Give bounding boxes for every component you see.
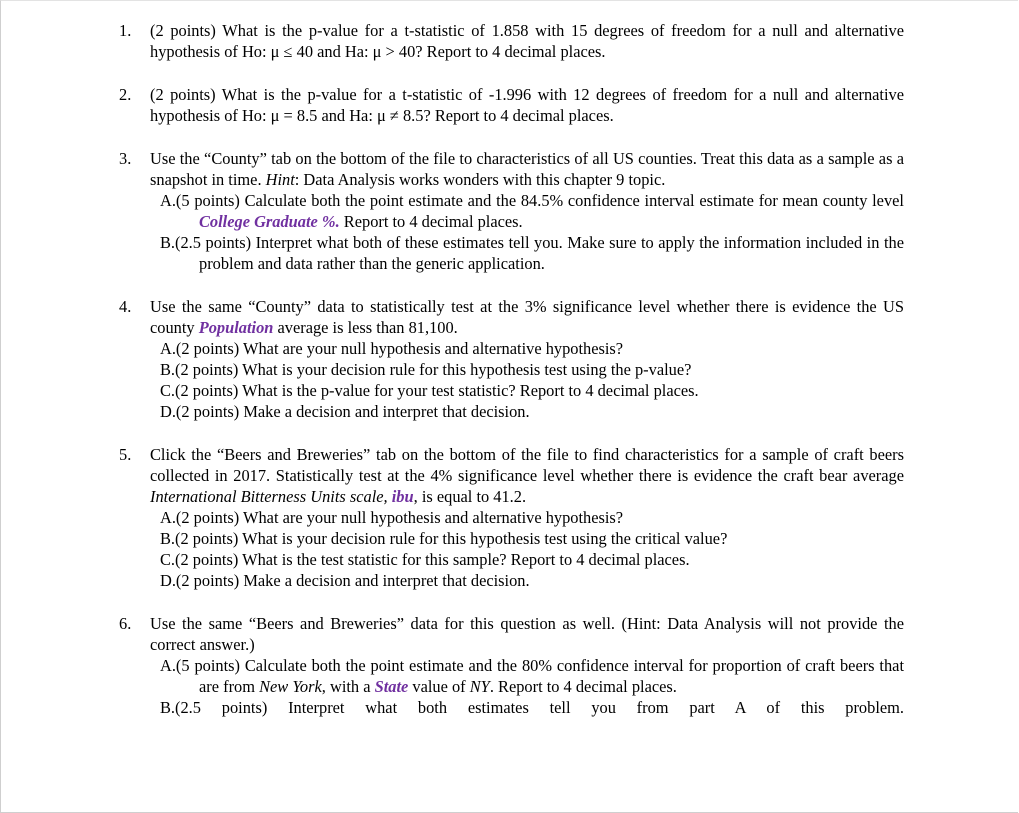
question-2 [114,84,904,126]
part-a: A.(5 points) Calculate both the point estimate and the 80% confidence interval for proportion of craft beers that are from New York, with a State value of NY. Report to 4 decimal places. [160,656,904,696]
question-number: 1. [119,21,132,40]
document-body [114,20,904,740]
part-b: B.(2 points) What is your decision rule for this hypothesis test using the critical value? [160,529,728,548]
question-3 [114,148,904,274]
part-a: A.(5 points) Calculate both the point estimate and the 84.5% confidence interval estimate for mean county level College Graduate %. Report to 4 decimal places. [160,191,904,231]
question-4 [114,296,904,422]
question-text: (2 points) What is the p-value for a t-statistic of 1.858 with 15 degrees of freedom for a null and alternative hypothesis of Ho: μ ≤ 40 and Ha: μ > 40? Report to 4 decimal places. [150,21,904,61]
question-number: 4. [119,297,132,316]
part-d: D.(2 points) Make a decision and interpret that decision. [160,402,530,421]
question-intro: Use the “County” tab on the bottom of the file to characteristics of all US counties. Treat this data as a sample as a snapshot in time. Hint: Data Analysis works wonders with this chapter 9 topic. [150,149,904,189]
question-number: 2. [119,85,132,104]
part-c: C.(2 points) What is the p-value for your test statistic? Report to 4 decimal places. [160,381,699,400]
question-text: (2 points) What is the p-value for a t-statistic of -1.996 with 12 degrees of freedom for a null and alternative hypothesis of Ho: μ = 8.5 and Ha: μ ≠ 8.5? Report to 4 decimal places. [150,85,904,125]
part-b: B.(2.5 points) Interpret what both of these estimates tell you. Make sure to apply the information included in the problem and data rather than the generic application. [160,233,904,273]
part-a: A.(2 points) What are your null hypothesis and alternative hypothesis? [160,508,624,527]
question-6 [114,613,904,718]
question-intro: Use the same “County” data to statistically test at the 3% significance level whether there is evidence the US county Population average is less than 81,100. [150,297,904,337]
part-c: C.(2 points) What is the test statistic for this sample? Report to 4 decimal places. [160,550,690,569]
part-b: B.(2 points) What is your decision rule for this hypothesis test using the p-value? [160,360,692,379]
part-a: A.(2 points) What are your null hypothesis and alternative hypothesis? [160,339,624,358]
question-5 [114,444,904,591]
part-d: D.(2 points) Make a decision and interpret that decision. [160,571,530,590]
question-intro: Use the same “Beers and Breweries” data for this question as well. (Hint: Data Analysis will not provide the correct answer.) [150,614,904,654]
question-1 [114,20,904,62]
question-number: 3. [119,149,132,168]
part-b: B.(2.5 points) Interpret what both estimates tell you from part A of this problem. [160,698,904,717]
question-number: 6. [119,614,132,633]
question-intro: Click the “Beers and Breweries” tab on the bottom of the file to find characteristics for a sample of craft beers collected in 2017. Statistically test at the 4% significance level whether there is evidence the craft bear average International Bitterness Units scale, ibu, is equal to 41.2. [150,445,904,506]
question-number: 5. [119,445,132,464]
